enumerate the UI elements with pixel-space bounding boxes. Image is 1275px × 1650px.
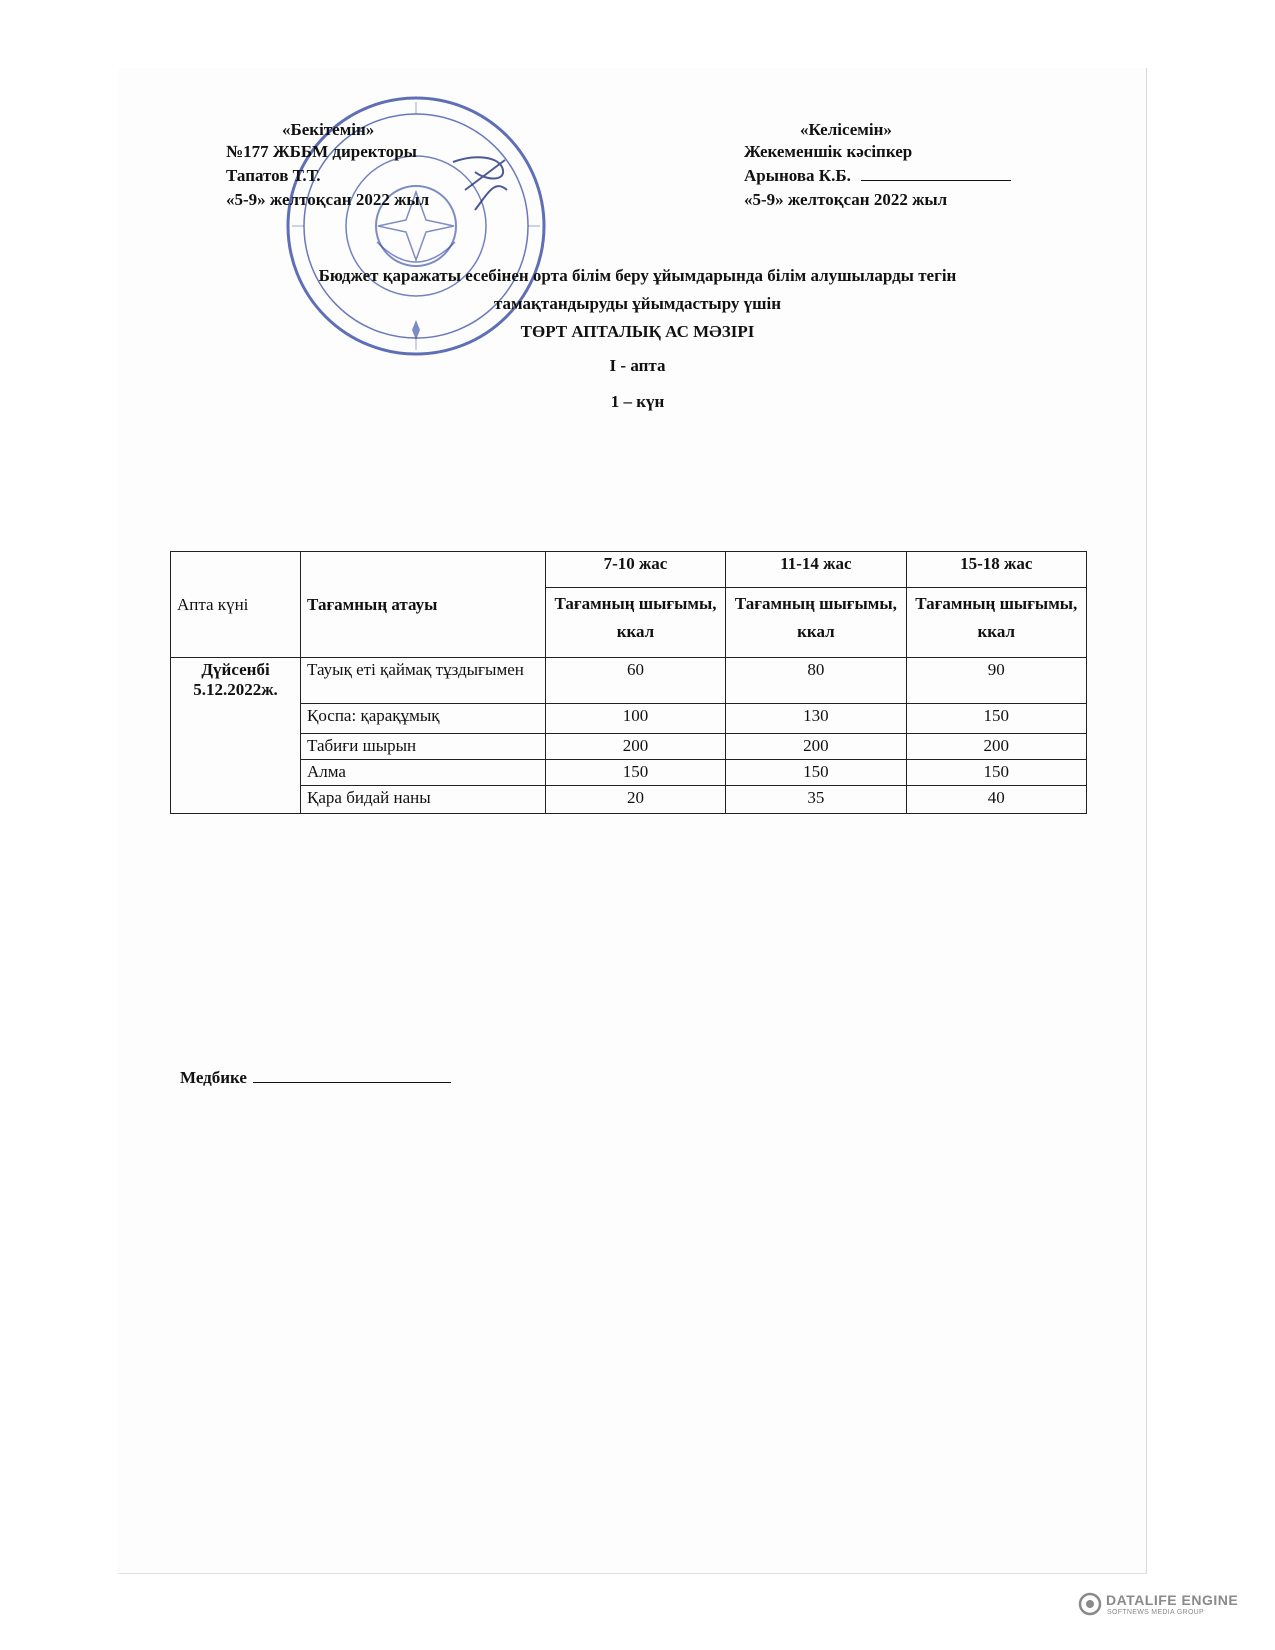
table-row [171, 760, 1087, 786]
nurse-label: Медбике [180, 1068, 247, 1087]
watermark-title: DATALIFE ENGINE [1106, 1592, 1239, 1608]
approve-line2: Тапатов Т.Т. [226, 166, 321, 185]
day-cell [171, 658, 301, 814]
age-group-header: 7-10 жас [545, 552, 725, 588]
table-row [171, 786, 1087, 814]
value-cell: 60 [545, 658, 725, 704]
value-cell: 150 [906, 760, 1086, 786]
value-cell: 80 [726, 658, 906, 704]
value-cell: 130 [726, 704, 906, 734]
agree-title: «Келісемін» [800, 120, 892, 139]
value-cell: 150 [726, 760, 906, 786]
heading-day: 1 – күн [610, 392, 665, 411]
value-cell: 200 [726, 734, 906, 760]
nurse-signature-line [253, 1068, 451, 1083]
dish-name: Тауық еті қаймақ тұздығымен [301, 658, 546, 704]
value-cell: 35 [726, 786, 906, 814]
dish-name: Қара бидай наны [301, 786, 546, 814]
output-header: Тағамның шығымы, ккал [545, 588, 725, 658]
day-name: Дүйсенбі [201, 660, 270, 679]
value-cell: 90 [906, 658, 1086, 704]
value-cell: 40 [906, 786, 1086, 814]
approve-title: «Бекітемін» [282, 120, 375, 139]
heading-week: I - апта [609, 356, 666, 375]
dish-name: Қоспа: қарақұмық [301, 704, 546, 734]
table-row [171, 734, 1087, 760]
value-cell: 150 [906, 704, 1086, 734]
age-group-header: 15-18 жас [906, 552, 1086, 588]
dish-name: Алма [301, 760, 546, 786]
heading-line1: Бюджет қаражаты есебінен орта білім беру ұйымдарында білім алушыларды тегін [318, 266, 957, 285]
dish-name: Табиғи шырын [301, 734, 546, 760]
nurse-signature [180, 1068, 451, 1088]
table-row [171, 658, 1087, 704]
col-name-header: Тағамның атауы [301, 552, 546, 658]
output-header: Тағамның шығымы, ккал [726, 588, 906, 658]
director-signature [445, 150, 515, 220]
day-date: 5.12.2022ж. [193, 680, 278, 699]
output-header: Тағамның шығымы, ккал [906, 588, 1086, 658]
menu-table [170, 551, 1087, 814]
heading-title: ТӨРТ АПТАЛЫҚ АС МӘЗІРІ [520, 322, 755, 341]
agree-line2: Арынова К.Б. [744, 164, 1011, 188]
age-group-header: 11-14 жас [726, 552, 906, 588]
datalife-logo-icon [1078, 1592, 1102, 1616]
agree-line1: Жекеменшік кәсіпкер [744, 142, 913, 161]
value-cell: 200 [545, 734, 725, 760]
agree-signature-line [861, 166, 1011, 181]
col-day-header: Апта күні [171, 552, 301, 658]
approve-line1: №177 ЖББМ директоры [226, 142, 417, 161]
approve-line3: «5-9» желтоқсан 2022 жыл [226, 190, 430, 209]
value-cell: 20 [545, 786, 725, 814]
heading-line2: тамақтандыруды ұйымдастыру үшін [493, 294, 782, 313]
value-cell: 100 [545, 704, 725, 734]
value-cell: 150 [545, 760, 725, 786]
table-row [171, 704, 1087, 734]
value-cell: 200 [906, 734, 1086, 760]
table-header-row [171, 552, 1087, 588]
watermark-subtitle: SOFTNEWS MEDIA GROUP [1107, 1609, 1205, 1616]
agree-line3: «5-9» желтоқсан 2022 жыл [744, 190, 948, 209]
